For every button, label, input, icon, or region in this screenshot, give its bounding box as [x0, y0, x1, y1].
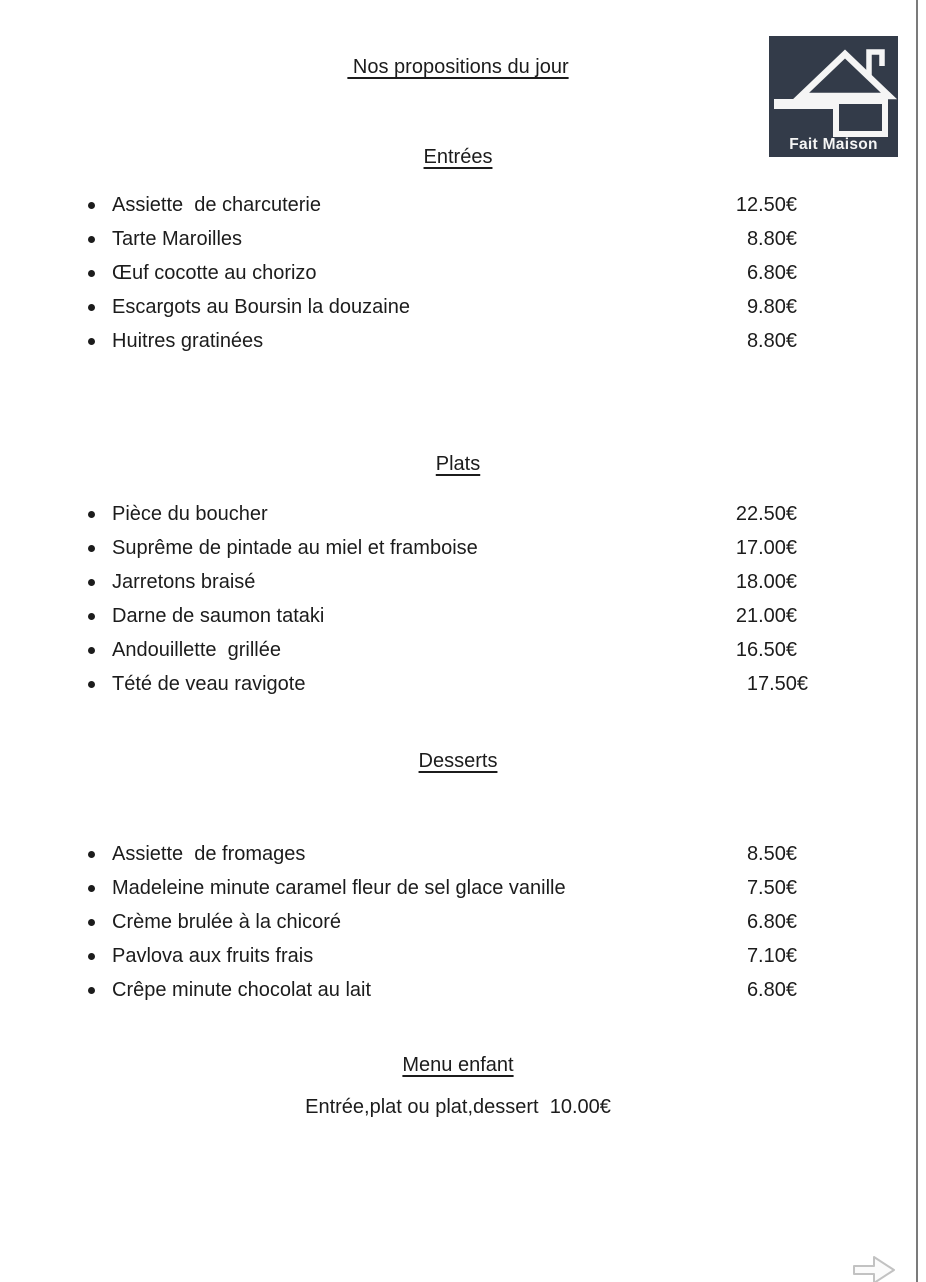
section-heading-menu-enfant: Menu enfant	[402, 1054, 514, 1076]
bullet-icon	[88, 681, 95, 688]
item-price: 6.80€	[746, 910, 797, 933]
bullet-icon	[88, 545, 95, 552]
item-price: 8.80€	[746, 329, 797, 352]
item-price: 21.00€	[735, 604, 797, 627]
menu-item	[88, 905, 797, 939]
menu-item	[88, 973, 797, 1007]
menu-item	[88, 871, 797, 905]
fait-maison-label: Fait Maison	[789, 136, 878, 153]
item-price: 22.50€	[735, 502, 797, 525]
bullet-icon	[88, 613, 95, 620]
item-label: Tarte Maroilles	[112, 227, 243, 250]
bullet-icon	[88, 304, 95, 311]
item-label: Crème brulée à la chicoré	[112, 910, 341, 933]
item-price: 7.50€	[746, 876, 797, 899]
menu-enfant-description: Entrée,plat ou plat,dessert 10.00€	[305, 1096, 611, 1118]
item-label: Crêpe minute chocolat au lait	[112, 978, 372, 1001]
menu-item	[88, 497, 797, 531]
bullet-icon	[88, 987, 95, 994]
menu-item	[88, 188, 797, 222]
entrees-list	[88, 188, 797, 358]
fait-maison-logo	[769, 36, 898, 157]
item-price: 7.10€	[746, 944, 797, 967]
desserts-list	[88, 837, 797, 1007]
item-label: Tété de veau ravigote	[112, 672, 306, 695]
bullet-icon	[88, 885, 95, 892]
page-edge-divider	[916, 0, 918, 1282]
item-label: Huitres gratinées	[112, 329, 264, 352]
menu-item	[88, 599, 797, 633]
item-price: 16.50€	[735, 638, 797, 661]
item-label: Darne de saumon tataki	[112, 604, 325, 627]
menu-item	[88, 290, 797, 324]
bullet-icon	[88, 202, 95, 209]
menu-item	[88, 324, 797, 358]
menu-item	[88, 667, 808, 701]
bullet-icon	[88, 647, 95, 654]
bullet-icon	[88, 236, 95, 243]
menu-item	[88, 939, 797, 973]
item-label: Œuf cocotte au chorizo	[112, 261, 317, 284]
item-price: 6.80€	[746, 261, 797, 284]
bullet-icon	[88, 270, 95, 277]
item-label: Jarretons braisé	[112, 570, 256, 593]
next-page-arrow-icon[interactable]	[851, 1252, 897, 1282]
item-price: 17.50€	[746, 672, 808, 695]
fait-maison-house-pan-icon	[769, 36, 898, 157]
menu-item	[88, 565, 797, 599]
item-price: 12.50€	[735, 193, 797, 216]
item-label: Suprême de pintade au miel et framboise	[112, 536, 478, 559]
menu-item	[88, 837, 797, 871]
bullet-icon	[88, 338, 95, 345]
menu-item	[88, 531, 797, 565]
item-price: 8.80€	[746, 227, 797, 250]
item-price: 18.00€	[735, 570, 797, 593]
section-heading-plats: Plats	[435, 453, 481, 475]
item-label: Pavlova aux fruits frais	[112, 944, 314, 967]
bullet-icon	[88, 851, 95, 858]
item-price: 17.00€	[735, 536, 797, 559]
item-price: 8.50€	[746, 842, 797, 865]
item-label: Assiette de charcuterie	[112, 193, 321, 216]
menu-item	[88, 633, 797, 667]
item-label: Assiette de fromages	[112, 842, 306, 865]
bullet-icon	[88, 953, 95, 960]
item-label: Pièce du boucher	[112, 502, 268, 525]
menu-item	[88, 222, 797, 256]
item-label: Andouillette grillée	[112, 638, 281, 661]
bullet-icon	[88, 579, 95, 586]
bullet-icon	[88, 511, 95, 518]
item-price: 6.80€	[746, 978, 797, 1001]
item-label: Madeleine minute caramel fleur de sel glace vanille	[112, 876, 566, 899]
bullet-icon	[88, 919, 95, 926]
plats-list	[88, 497, 808, 701]
section-heading-desserts: Desserts	[418, 750, 498, 772]
page-title: Nos propositions du jour	[347, 56, 569, 78]
section-heading-entrees: Entrées	[423, 146, 493, 168]
menu-item	[88, 256, 797, 290]
item-price: 9.80€	[746, 295, 797, 318]
item-label: Escargots au Boursin la douzaine	[112, 295, 410, 318]
